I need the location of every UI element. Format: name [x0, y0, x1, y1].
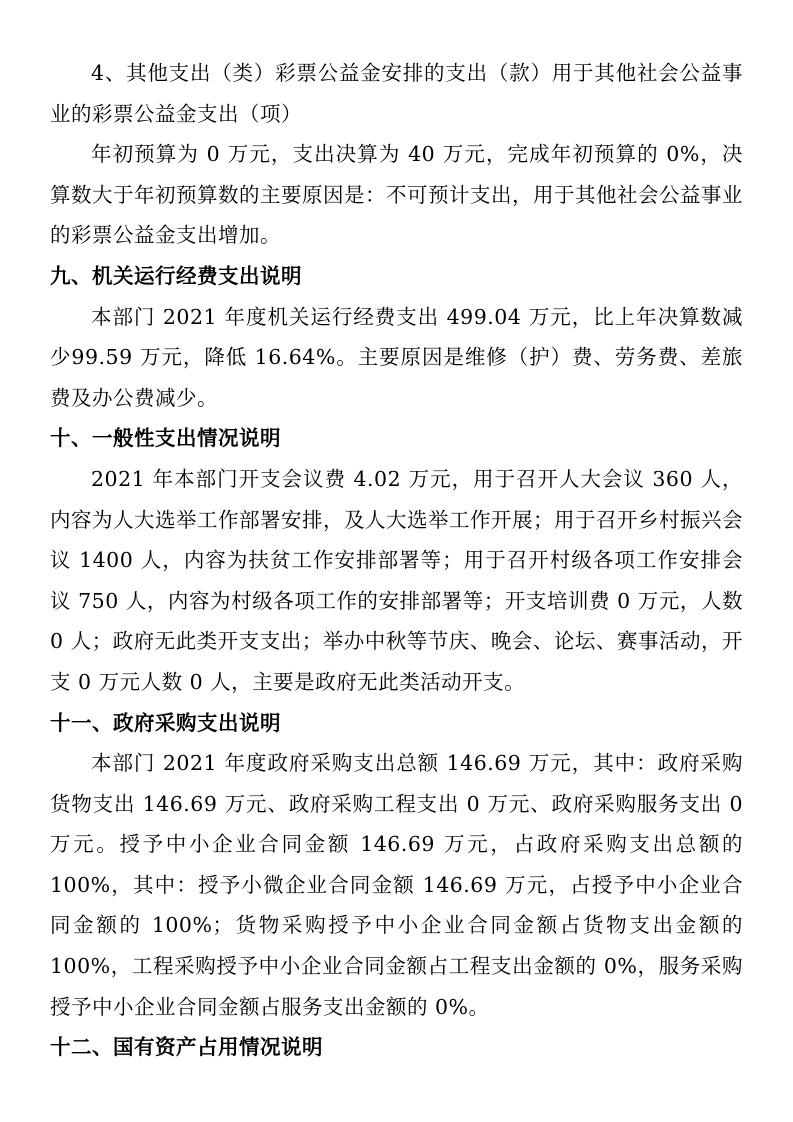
heading-section-11: 十一、政府采购支出说明	[50, 710, 281, 735]
paragraph-lottery-budget: 年初预算为 0 万元，支出决算为 40 万元，完成年初预算的 0%，决算数大于年初预算数的主要原因是：不可预计支出，用于其他社会公益事业的彩票公益金支出增加。	[50, 142, 743, 248]
heading-section-9: 九、机关运行经费支出说明	[50, 263, 302, 288]
paragraph-general-expenses: 2021 年本部门开支会议费 4.02 万元，用于召开人大会议 360 人，内容为人大选举工作部署安排，及人大选举工作开展；用于召开乡村振兴会议 1400 人，内容为扶贫工作安排部署等；用于召开村级各项工作安排会议 750 人，内容为村级各项工作的安排部署等；开支培训费 0 万元，人数 0 人；政府无此类开支支出；举办中秋等节庆、晚会、论坛、赛事活动，开支 0 万元人数 0 人，主要是政府无此类活动开支。	[50, 466, 743, 694]
paragraph-operating-expenses: 本部门 2021 年度机关运行经费支出 499.04 万元，比上年决算数减少99.59 万元，降低 16.64%。主要原因是维修（护）费、劳务费、差旅费及办公费减少。	[50, 304, 743, 410]
document-page	[50, 53, 743, 1068]
heading-section-10: 十、一般性支出情况说明	[50, 426, 281, 451]
paragraph-lottery-item: 4、其他支出（类）彩票公益金安排的支出（款）用于其他社会公益事业的彩票公益金支出（项）	[50, 61, 743, 126]
paragraph-procurement: 本部门 2021 年度政府采购支出总额 146.69 万元，其中：政府采购货物支出 146.69 万元、政府采购工程支出 0 万元、政府采购服务支出 0 万元。授予中小企业合同金额 146.69 万元，占政府采购支出总额的 100%，其中：授予小微企业合同金额 146.69 万元，占授予中小企业合同金额的 100%；货物采购授予中小企业合同金额占货物支出金额的 100%，工程采购授予中小企业合同金额占工程支出金额的 0%，服务采购授予中小企业合同金额占服务支出金额的 0%。	[50, 751, 743, 1019]
heading-section-12: 十二、国有资产占用情况说明	[50, 1035, 323, 1060]
